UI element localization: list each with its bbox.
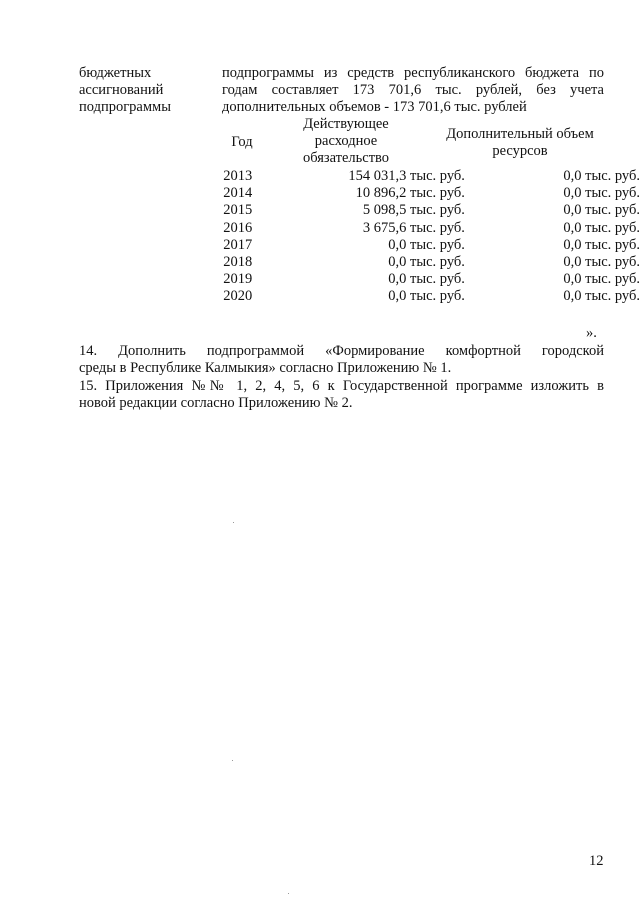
current-obligation-cell: 5 098,5 тыс. руб. (362, 202, 465, 219)
current-obligation-cell: 0,0 тыс. руб. (388, 288, 465, 305)
additional-resources-cell: 0,0 тыс. руб. (563, 219, 640, 236)
additional-resources-cell: 0,0 тыс. руб. (563, 271, 640, 288)
additional-resources-cell: 0,0 тыс. руб. (563, 202, 640, 219)
year-cell: 2014 (223, 185, 253, 202)
current-obligation-cell: 154 031,3 тыс. руб. (348, 168, 465, 184)
additional-resources-cell: 0,0 тыс. руб. (563, 288, 640, 305)
year-cell: 2017 (223, 236, 253, 253)
current-obligation-cell: 0,0 тыс. руб. (388, 254, 465, 271)
funding-description (222, 65, 604, 116)
additional-resources-cell: 0,0 тыс. руб. (563, 254, 640, 271)
left-label-line: подпрограммы (79, 99, 171, 115)
additional-resources-cell: 0,0 тыс. руб. (563, 168, 640, 184)
additional-resources-cell: 0,0 тыс. руб. (563, 185, 640, 202)
table-row (214, 271, 640, 288)
header-line: обязательство (302, 150, 390, 166)
paragraph-14 (79, 343, 604, 377)
year-cell: 2016 (223, 219, 253, 236)
funding-line: подпрограммы из средств республиканского бюджета по (222, 65, 604, 81)
closing-quote: ». (586, 325, 597, 341)
scan-speck (288, 893, 289, 894)
table-row (214, 288, 640, 305)
year-cell: 2019 (223, 271, 253, 288)
header-line: расходное (314, 133, 378, 149)
table-row (214, 168, 640, 185)
page-number: 12 (589, 853, 604, 869)
header-additional-resources (436, 126, 604, 160)
year-cell: 2020 (223, 288, 253, 305)
funding-line: дополнительных объемов - 173 701,6 тыс. рублей (222, 99, 527, 115)
left-label-cell (79, 65, 209, 116)
paragraph-line: среды в Республике Калмыкия» согласно Приложению № 1. (79, 360, 452, 376)
header-year: Год (231, 134, 253, 150)
table-row (214, 254, 640, 271)
current-obligation-cell: 3 675,6 тыс. руб. (362, 219, 465, 236)
header-current-obligation (282, 116, 410, 167)
scan-speck (232, 760, 233, 761)
left-label-line: бюджетных (79, 65, 152, 81)
header-line: ресурсов (492, 143, 548, 159)
current-obligation-cell: 0,0 тыс. руб. (388, 236, 465, 253)
header-line: Действующее (303, 116, 389, 132)
year-cell: 2013 (223, 168, 253, 184)
funding-table (214, 168, 640, 306)
table-row (214, 237, 640, 254)
year-cell: 2018 (223, 254, 253, 271)
table-row (214, 185, 640, 202)
current-obligation-cell: 10 896,2 тыс. руб. (355, 185, 465, 202)
paragraph-15 (79, 378, 604, 412)
current-obligation-cell: 0,0 тыс. руб. (388, 271, 465, 288)
funding-line: годам составляет 173 701,6 тыс. рублей, без учета (222, 82, 604, 98)
table-row (214, 202, 640, 219)
paragraph-line: 15. Приложения №№ 1, 2, 4, 5, 6 к Государственной программе изложить в (79, 378, 604, 394)
left-label-line: ассигнований (79, 82, 164, 98)
header-line: Дополнительный объем (446, 126, 594, 142)
year-cell: 2015 (223, 202, 253, 219)
additional-resources-cell: 0,0 тыс. руб. (563, 236, 640, 253)
paragraph-line: 14. Дополнить подпрограммой «Формирование комфортной городской (79, 343, 604, 359)
paragraph-line: новой редакции согласно Приложению № 2. (79, 395, 353, 411)
scan-speck (233, 522, 234, 523)
table-row (214, 220, 640, 237)
